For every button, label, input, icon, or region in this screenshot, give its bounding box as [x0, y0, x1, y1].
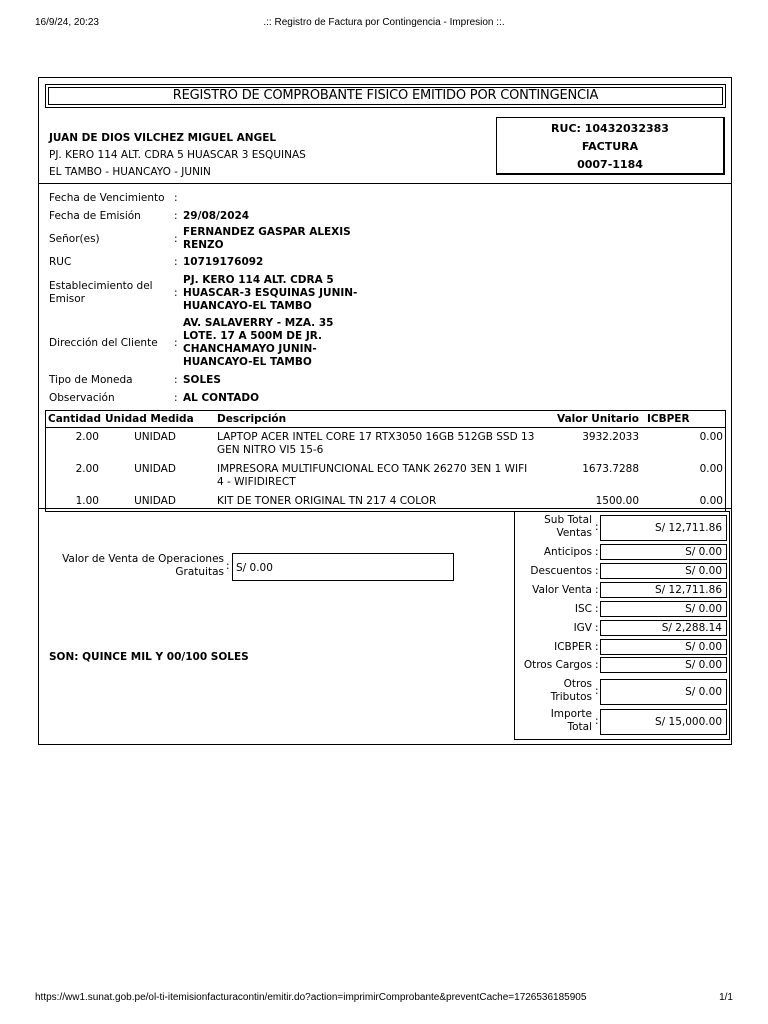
table-header	[46, 411, 725, 428]
field-value: AV. SALAVERRY - MZA. 35 LOTE. 17 A 500M DE JR. CHANCHAMAYO JUNIN- HUANCAYO-EL TAMBO	[183, 317, 334, 368]
field-row: Dirección del Cliente : AV. SALAVERRY - MZA. 35 LOTE. 17 A 500M DE JR. CHANCHAMAYO JUNIN- HUANCAYO-EL TAMBO	[49, 317, 334, 368]
amount-in-words: SON: QUINCE MIL Y 00/100 SOLES	[49, 651, 249, 663]
column-header: Valor Unitario	[557, 413, 639, 425]
total-label: IGV	[573, 622, 592, 634]
total-row: Descuentos : S/ 0.00	[515, 563, 729, 580]
total-row: ISC : S/ 0.00	[515, 601, 729, 618]
issuer-address-line: EL TAMBO - HUANCAYO - JUNIN	[49, 166, 211, 178]
issuer-ruc: RUC: 10432032383	[551, 122, 669, 135]
field-row: Observación : AL CONTADO	[49, 391, 260, 404]
column-header: ICBPER	[647, 413, 690, 425]
field-row: Tipo de Moneda : SOLES	[49, 373, 221, 386]
total-label: Descuentos	[530, 565, 592, 577]
total-row: IGV : S/ 2,288.14	[515, 620, 729, 637]
total-label: Valor Venta	[532, 584, 592, 596]
print-datetime: 16/9/24, 20:23	[35, 17, 99, 28]
total-label: Otros Cargos	[523, 659, 592, 671]
column-header: Descripción	[217, 413, 287, 425]
title-box	[45, 84, 726, 108]
descuentos-value: S/ 0.00	[600, 563, 727, 579]
items-table	[45, 410, 726, 512]
field-label: Tipo de Moneda	[49, 373, 133, 386]
totals-panel	[514, 511, 730, 740]
invoice-details	[49, 189, 719, 407]
total-label: Anticipos	[543, 546, 592, 558]
field-row: Fecha de Emisión : 29/08/2024	[49, 209, 250, 222]
print-url: https://ww1.sunat.gob.pe/ol-ti-itemisionfacturacontin/emitir.do?action=imprimirComprobante&preventCache=1726536185905	[35, 992, 587, 1003]
field-row: Establecimiento del Emisor : PJ. KERO 114 ALT. CDRA 5 HUASCAR-3 ESQUINAS JUNIN- HUANCAYO-EL TAMBO	[49, 273, 358, 312]
field-label: Dirección del Cliente	[49, 336, 158, 349]
field-value: PJ. KERO 114 ALT. CDRA 5 HUASCAR-3 ESQUINAS JUNIN- HUANCAYO-EL TAMBO	[183, 273, 358, 312]
free-operations-label: Valor de Venta de Operaciones Gratuitas	[62, 553, 224, 578]
total-row: Otros Tributos : S/ 0.00	[515, 678, 729, 706]
icbper-value: S/ 0.00	[600, 639, 727, 655]
field-value: SOLES	[183, 373, 221, 386]
field-label: RUC	[49, 255, 72, 268]
print-page-title: .:: Registro de Factura por Contingencia - Impresion ::.	[263, 17, 505, 28]
valor-venta-value: S/ 12,711.86	[600, 582, 727, 598]
document-type: FACTURA	[581, 140, 639, 153]
total-row: Sub Total Ventas : S/ 12,711.86	[515, 514, 729, 542]
table-divider	[39, 508, 731, 509]
total-label: Otros Tributos	[550, 678, 592, 703]
field-row: Señor(es) : FERNANDEZ GASPAR ALEXIS RENZO	[49, 226, 351, 251]
total-row: Importe Total : S/ 15,000.00	[515, 708, 729, 736]
free-operations-value: S/ 0.00	[232, 553, 454, 581]
field-value: FERNANDEZ GASPAR ALEXIS RENZO	[183, 226, 351, 251]
field-label: Fecha de Emisión	[49, 209, 141, 222]
field-row: Fecha de Vencimiento :	[49, 191, 178, 204]
total-row: ICBPER : S/ 0.00	[515, 639, 729, 656]
field-value: 10719176092	[183, 255, 264, 268]
column-header: Cantidad	[48, 413, 102, 425]
total-label: ICBPER	[554, 641, 592, 653]
invoice-document: REGISTRO DE COMPROBANTE FISICO EMITIDO POR CONTINGENCIA JUAN DE DIOS VILCHEZ MIGUEL ANGEL PJ. KERO 114 ALT. CDRA 5 HUASCAR 3 ESQUINAS EL TAMBO - HUANCAYO - JUNIN RUC: 10432032383 FACTURA 0007-1184 Fecha de Vencimiento : Fecha de Emisión : 29/08/2024 Señor(es) : FERNANDEZ GASPAR ALEXIS RENZO RUC : 10719176092 Establecimiento del Emisor : PJ. KERO 114 ALT. CDRA 5 HUASCAR-3 ESQUINAS JUNIN- HUANCAYO-EL TAMBO Dirección del Cliente : AV. SALAVERRY - MZA. 35 LOTE. 17 A 500M DE JR. CHANCHAMAYO JUNIN- HUANCAYO-EL TAMBO Tipo de Moneda : SOLES Observación : AL CONTADO Cantidad Unidad Medida Descripción Valor Unitario ICBPER 2.00 UNIDAD LAPTOP ACER INTEL CORE 17 RTX3050 16GB 512GB SSD 13 GEN NITRO VI5 15-6 3932.2033 0.00 2.00 UNIDAD IMPRESORA MULTIFUNCIONAL ECO TANK 26270 3EN 1 WIFI 4 - WIFIDIRECT 1673.7288 0.00 1.00 UNIDAD KIT DE TONER ORIGINAL TN 217 4 COLOR 1500.00 0.00 Valor de Venta de Operaciones Gratuitas : S/ 0.00 SON: QUINCE MIL Y 00/100 SOLES Sub Total Ventas : S/ 12,711.86 Anticipos : S/ 0.00 Descuentos : S/ 0.00 Valor Venta : S/ 12,711.86 ISC : S/ 0.00 IGV : S/ 2,288.14 ICBPER : S/ 0.00 Otros Cargos : S/ 0.00 Otros Tributos : S/ 0.00 Importe Total : S/ 15,000.00	[38, 77, 732, 745]
table-row: 1.00 UNIDAD KIT DE TONER ORIGINAL TN 217 4 COLOR 1500.00 0.00	[75, 495, 723, 507]
document-number: 0007-1184	[577, 158, 643, 171]
table-row: 2.00 UNIDAD IMPRESORA MULTIFUNCIONAL ECO TANK 26270 3EN 1 WIFI 4 - WIFIDIRECT 1673.7288 0.00	[75, 463, 723, 488]
total-label: ISC	[574, 603, 592, 615]
total-row: Otros Cargos : S/ 0.00	[515, 657, 729, 674]
header-divider	[39, 183, 731, 184]
isc-value: S/ 0.00	[600, 601, 727, 617]
document-title: REGISTRO DE COMPROBANTE FISICO EMITIDO POR CONTINGENCIA	[48, 87, 723, 105]
anticipos-value: S/ 0.00	[600, 544, 727, 560]
table-row: 2.00 UNIDAD LAPTOP ACER INTEL CORE 17 RTX3050 16GB 512GB SSD 13 GEN NITRO VI5 15-6 3932.2033 0.00	[75, 431, 723, 456]
total-row: Anticipos : S/ 0.00	[515, 544, 729, 561]
issuer-block	[49, 130, 306, 181]
otros-tributos-value: S/ 0.00	[600, 679, 727, 705]
field-label: Fecha de Vencimiento	[49, 191, 165, 204]
field-label: Observación	[49, 391, 115, 404]
total-label: Sub Total Ventas	[544, 514, 592, 539]
issuer-address-line: PJ. KERO 114 ALT. CDRA 5 HUASCAR 3 ESQUINAS	[49, 149, 306, 161]
field-value: AL CONTADO	[183, 391, 260, 404]
print-page-number: 1/1	[719, 992, 733, 1003]
issuer-name: JUAN DE DIOS VILCHEZ MIGUEL ANGEL	[49, 132, 277, 144]
ruc-box	[496, 117, 725, 175]
column-header: Unidad Medida	[105, 413, 194, 425]
total-label: Importe Total	[550, 708, 592, 733]
field-value: 29/08/2024	[183, 209, 250, 222]
otros-cargos-value: S/ 0.00	[600, 657, 727, 673]
field-row: RUC : 10719176092	[49, 255, 264, 268]
igv-value: S/ 2,288.14	[600, 620, 727, 636]
total-row: Valor Venta : S/ 12,711.86	[515, 582, 729, 599]
subtotal-value: S/ 12,711.86	[600, 515, 727, 541]
field-label: Señor(es)	[49, 232, 100, 245]
field-label: Establecimiento del Emisor	[49, 280, 153, 305]
importe-total-value: S/ 15,000.00	[600, 709, 727, 735]
